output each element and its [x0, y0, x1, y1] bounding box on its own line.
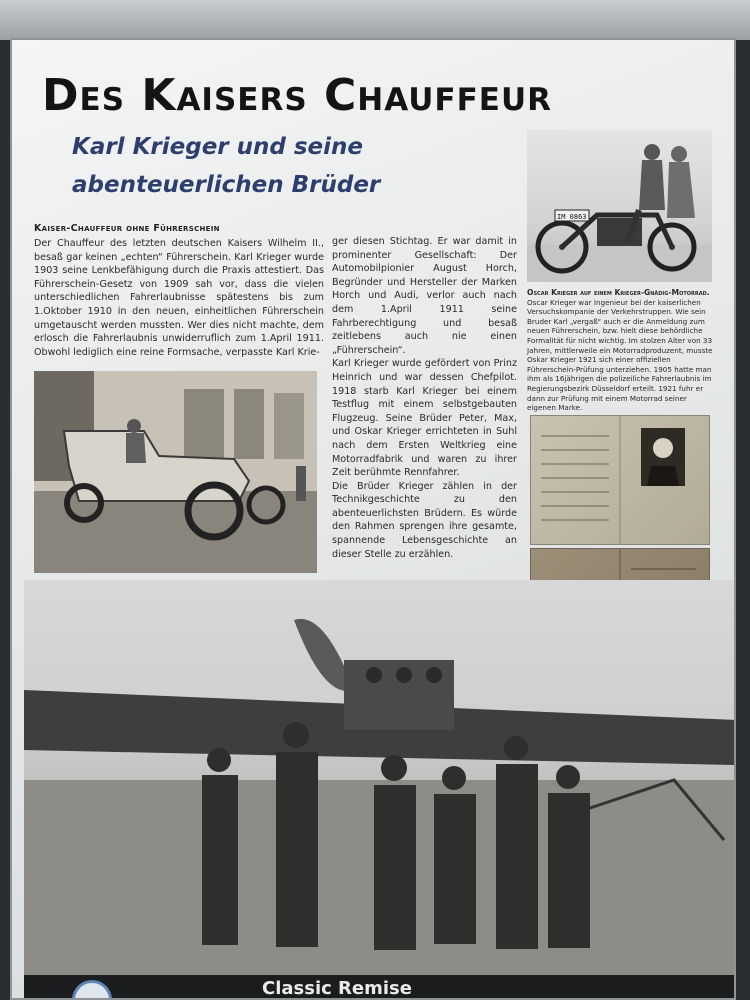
body-paragraph: ger diesen Stichtag. Er war damit in prominenter Gesellschaft: Der Automobilpionier August Horch, Begründer und Hersteller der Marken Horch und Audi, verlor auch nach dem 1.April 1911 seine Fahrberechtigung und besaß zeitlebens auch nie einen „Führerschein“.: [332, 236, 517, 356]
motorcycle-caption: [527, 288, 715, 413]
bottom-banner-text: Classic Remise: [262, 978, 412, 999]
panel-title: Des Kaisers Chauffeur: [42, 70, 553, 121]
aviators-group-photo: [24, 580, 736, 1000]
body-text-column-2: [332, 235, 517, 561]
motorcycle-caption-text: Oscar Krieger war Ingenieur bei der kaiserlichen Versuchskompanie der Verkehrstruppen. Wie sein Bruder Karl „vergaß“ auch er die Anmeldung zum neuen Führerschein, bzw. hielt diese behördliche Formalität für nicht wichtig. Im stolzen Alter von 33 Jahren, mittlerweile ein Motorradproduzent, musste Oskar Krieger 1921 sich einer offiziellen Führerschein-Prüfung unterziehen. 1905 hatte man ihm als 16jährigen die polizeiliche Fahrerlaubnis im Regierungsbezirk Düsseldorf erteilt. 1921 fuhr er dann zur Prüfung mit einem Motorrad seiner eigenen Marke.: [527, 297, 713, 413]
section-heading: Kaiser-Chauffeur ohne Führerschein: [34, 223, 220, 234]
exhibit-panel: [10, 38, 736, 1000]
imperial-car-photo: [34, 371, 317, 573]
license-plate: IM 0863: [557, 213, 587, 221]
body-paragraph: Die Brüder Krieger zählen in der Technikgeschichte zu den abenteuerlichsten Brüdern. Es würde den Rahmen sprengen ihre gesamte, spannende Lebensgeschichte an dieser Stelle zu erzählen.: [332, 480, 517, 560]
right-frame: [734, 40, 750, 1000]
body-text-column-1: Der Chauffeur des letzten deutschen Kaisers Wilhelm II., besaß gar keinen „echten“ Führerschein. Karl Krieger wurde 1903 seine Lenkbefähigung durch die Praxis attestiert. Das Führerschein-Gesetz von 1909 sah vor, dass die vielen unterschiedlichen Fahrerlaubnisse spätestens bis zum 1.Oktober 1910 in den neuen, einheitlichen Führerschein umgetauscht werden mussten. Wer dies nicht machte, dem erlosch die Fahrerlaubnis unwiderruflich zum 1.April 1911. Obwohl lediglich eine reine Formsache, verpasste Karl Krie-: [34, 238, 324, 358]
motorcycle-caption-title: Oscar Krieger auf einem Krieger-Gnädig-Motorrad.: [527, 288, 710, 297]
panel-subtitle: Karl Krieger und seine abenteuerlichen Brüder: [72, 134, 381, 198]
motorcycle-photo: [527, 130, 712, 282]
driving-licence-document: [530, 415, 710, 545]
wall-background: [0, 0, 750, 40]
body-paragraph: Karl Krieger wurde gefördert von Prinz Heinrich und war dessen Chefpilot. 1918 starb Karl Krieger bei einem Testflug mit einem selbstgebauten Flugzeug. Seine Brüder Peter, Max, und Oskar Krieger errichteten in Suhl nach dem Ersten Weltkrieg eine Motorradfabrik und waren zu ihrer Zeit berühmte Rennfahrer.: [332, 358, 517, 479]
